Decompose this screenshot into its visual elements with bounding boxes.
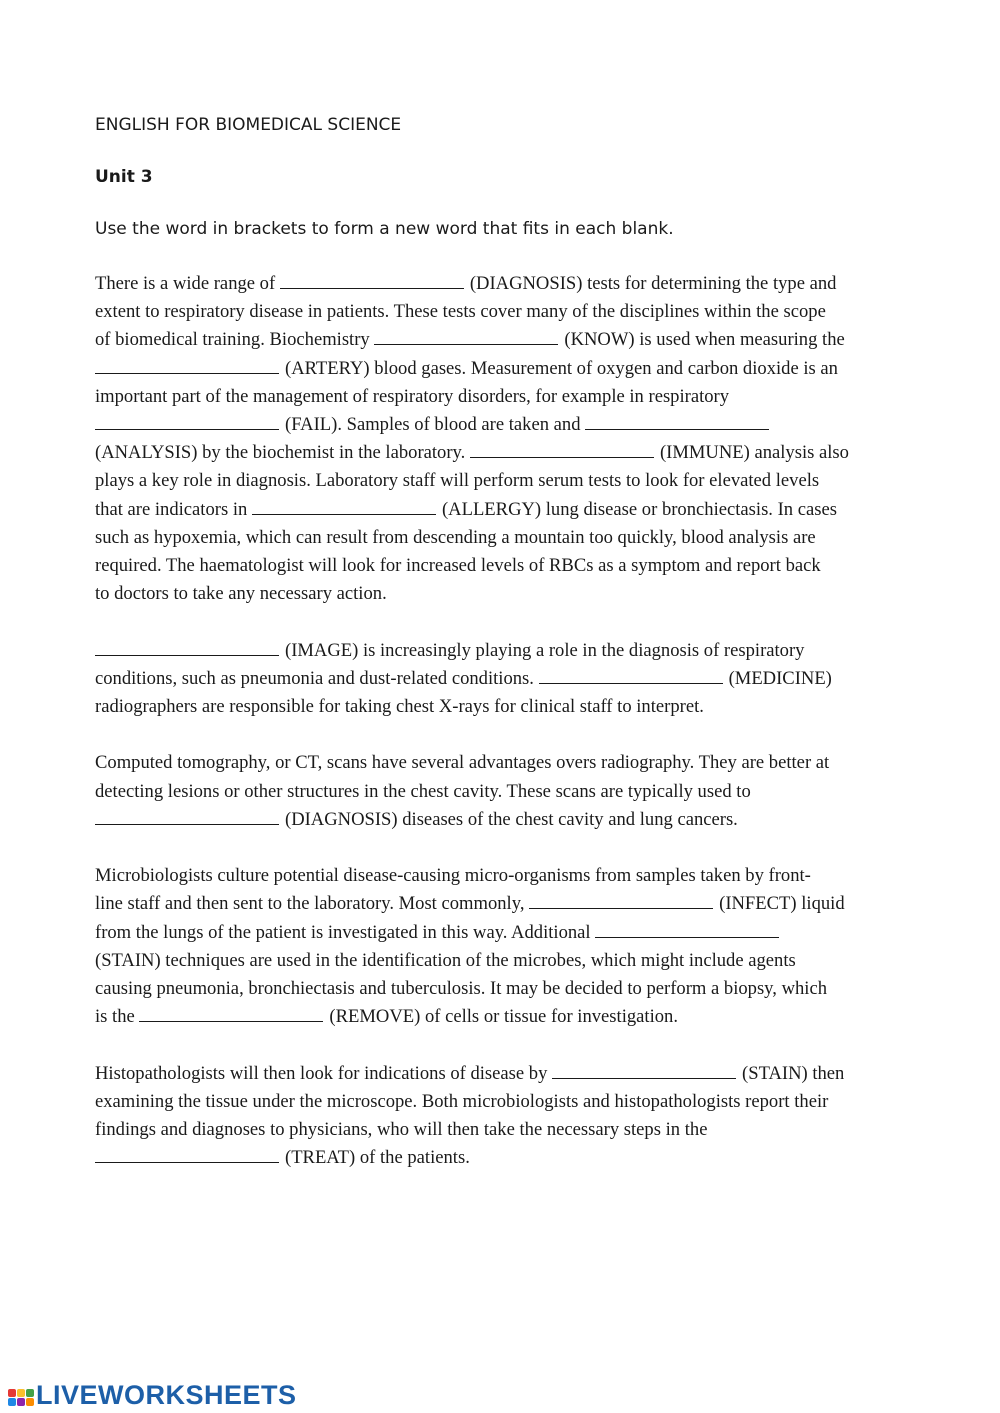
text-line — [95, 890, 910, 918]
text-segment: line staff and then sent to the laboratory. Most commonly, — [95, 893, 530, 915]
paragraph — [95, 637, 910, 722]
answer-blank[interactable] — [95, 1144, 279, 1163]
text-segment: from the lungs of the patient is investigated in this way. Additional — [95, 921, 596, 943]
text-segment: such as hypoxemia, which can result from descending a mountain too quickly, blood analysis are — [95, 526, 816, 548]
text-segment: radiographers are responsible for taking chest X-rays for clinical staff to interpret. — [95, 696, 704, 718]
text-segment: (KNOW) is used when measuring the — [564, 329, 845, 351]
text-segment: conditions, such as pneumonia and dust-related conditions. — [95, 667, 539, 689]
answer-blank[interactable] — [470, 439, 654, 458]
text-segment: (TREAT) of the patients. — [285, 1147, 470, 1169]
answer-blank[interactable] — [139, 1003, 323, 1022]
text-segment: (REMOVE) of cells or tissue for investigation. — [329, 1006, 678, 1028]
text-segment: There is a wide range of — [95, 273, 280, 294]
text-line — [95, 270, 910, 298]
text-line — [95, 411, 910, 439]
text-segment: (FAIL). Samples of blood are taken and — [285, 414, 586, 436]
text-segment: of biomedical training. Biochemistry — [95, 329, 375, 351]
text-segment: (ANALYSIS) by the biochemist in the laboratory. — [95, 442, 470, 464]
text-line — [95, 1088, 910, 1116]
text-line — [95, 919, 910, 947]
text-segment: (ARTERY) blood gases. Measurement of oxygen and carbon dioxide is an — [285, 357, 838, 379]
exercise-text — [95, 270, 910, 1201]
text-segment: extent to respiratory disease in patients. These tests cover many of the disciplines within the scope — [95, 301, 826, 323]
answer-blank[interactable] — [252, 496, 436, 515]
answer-blank[interactable] — [95, 355, 279, 374]
text-segment: (IMMUNE) analysis also — [659, 442, 849, 464]
text-line — [95, 749, 910, 777]
unit-heading: Unit 3 — [95, 167, 153, 187]
text-segment: that are indicators in — [95, 498, 252, 520]
text-line — [95, 580, 910, 608]
logo-square — [8, 1389, 16, 1397]
text-line — [95, 1060, 910, 1088]
text-line — [95, 693, 910, 721]
text-line — [95, 524, 910, 552]
text-segment: (INFECT) liquid — [719, 893, 845, 915]
text-line — [95, 326, 910, 354]
answer-blank[interactable] — [95, 411, 279, 430]
text-segment: Microbiologists culture potential disease-causing micro-organisms from samples taken by front- — [95, 865, 811, 887]
text-segment: important part of the management of respiratory disorders, for example in respiratory — [95, 385, 730, 407]
text-segment: (DIAGNOSIS) tests for determining the type and — [469, 273, 837, 294]
answer-blank[interactable] — [374, 326, 558, 345]
text-line — [95, 439, 910, 467]
text-line — [95, 665, 910, 693]
paragraph — [95, 862, 910, 1031]
text-line — [95, 1003, 910, 1031]
text-segment: findings and diagnoses to physicians, who will then take the necessary steps in the — [95, 1119, 708, 1141]
text-segment: to doctors to take any necessary action. — [95, 583, 387, 605]
course-title: ENGLISH FOR BIOMEDICAL SCIENCE — [95, 115, 402, 135]
paragraph — [95, 1060, 910, 1173]
logo-square — [17, 1398, 25, 1406]
answer-blank[interactable] — [95, 637, 279, 656]
text-line — [95, 496, 910, 524]
text-segment: examining the tissue under the microscope. Both microbiologists and histopathologists report their — [95, 1090, 829, 1112]
paragraph — [95, 749, 910, 834]
answer-blank[interactable] — [585, 411, 769, 430]
logo-square — [8, 1398, 16, 1406]
text-line — [95, 552, 910, 580]
text-segment: required. The haematologist will look for increased levels of RBCs as a symptom and report back — [95, 555, 821, 577]
answer-blank[interactable] — [529, 890, 713, 909]
instructions: Use the word in brackets to form a new word that fits in each blank. — [95, 219, 674, 239]
text-line — [95, 947, 910, 975]
text-line — [95, 975, 910, 1003]
logo-square — [17, 1389, 25, 1397]
text-line — [95, 862, 910, 890]
answer-blank[interactable] — [95, 806, 279, 825]
logo-square — [26, 1398, 34, 1406]
answer-blank[interactable] — [280, 270, 464, 289]
text-segment: (ALLERGY) lung disease or bronchiectasis. In cases — [441, 498, 837, 520]
answer-blank[interactable] — [595, 919, 779, 938]
text-line — [95, 467, 910, 495]
text-segment: (IMAGE) is increasingly playing a role in the diagnosis of respiratory — [285, 639, 805, 661]
text-line — [95, 806, 910, 834]
text-line — [95, 383, 910, 411]
text-segment: (STAIN) techniques are used in the identification of the microbes, which might include agents — [95, 949, 796, 971]
text-line — [95, 778, 910, 806]
text-segment: plays a key role in diagnosis. Laboratory staff will perform serum tests to look for elevated levels — [95, 470, 820, 492]
text-line — [95, 637, 910, 665]
text-segment: (DIAGNOSIS) diseases of the chest cavity and lung cancers. — [285, 808, 738, 830]
logo-icon — [8, 1382, 34, 1408]
answer-blank[interactable] — [552, 1060, 736, 1079]
text-line — [95, 298, 910, 326]
text-line — [95, 1116, 910, 1144]
text-segment: Computed tomography, or CT, scans have several advantages overs radiography. They are better at — [95, 752, 830, 774]
logo-square — [26, 1389, 34, 1397]
text-segment: causing pneumonia, bronchiectasis and tuberculosis. It may be decided to perform a biopsy, which — [95, 978, 828, 1000]
text-segment: Histopathologists will then look for indications of disease by — [95, 1062, 553, 1084]
text-segment: is the — [95, 1006, 140, 1028]
logo-text: LIVEWORKSHEETS — [36, 1379, 297, 1410]
paragraph — [95, 270, 910, 608]
liveworksheets-logo — [8, 1380, 297, 1410]
text-segment: (STAIN) then — [742, 1062, 845, 1084]
text-line — [95, 1144, 910, 1172]
answer-blank[interactable] — [539, 665, 723, 684]
text-segment: detecting lesions or other structures in the chest cavity. These scans are typically used to — [95, 780, 751, 802]
text-segment: (MEDICINE) — [728, 667, 832, 689]
text-line — [95, 355, 910, 383]
